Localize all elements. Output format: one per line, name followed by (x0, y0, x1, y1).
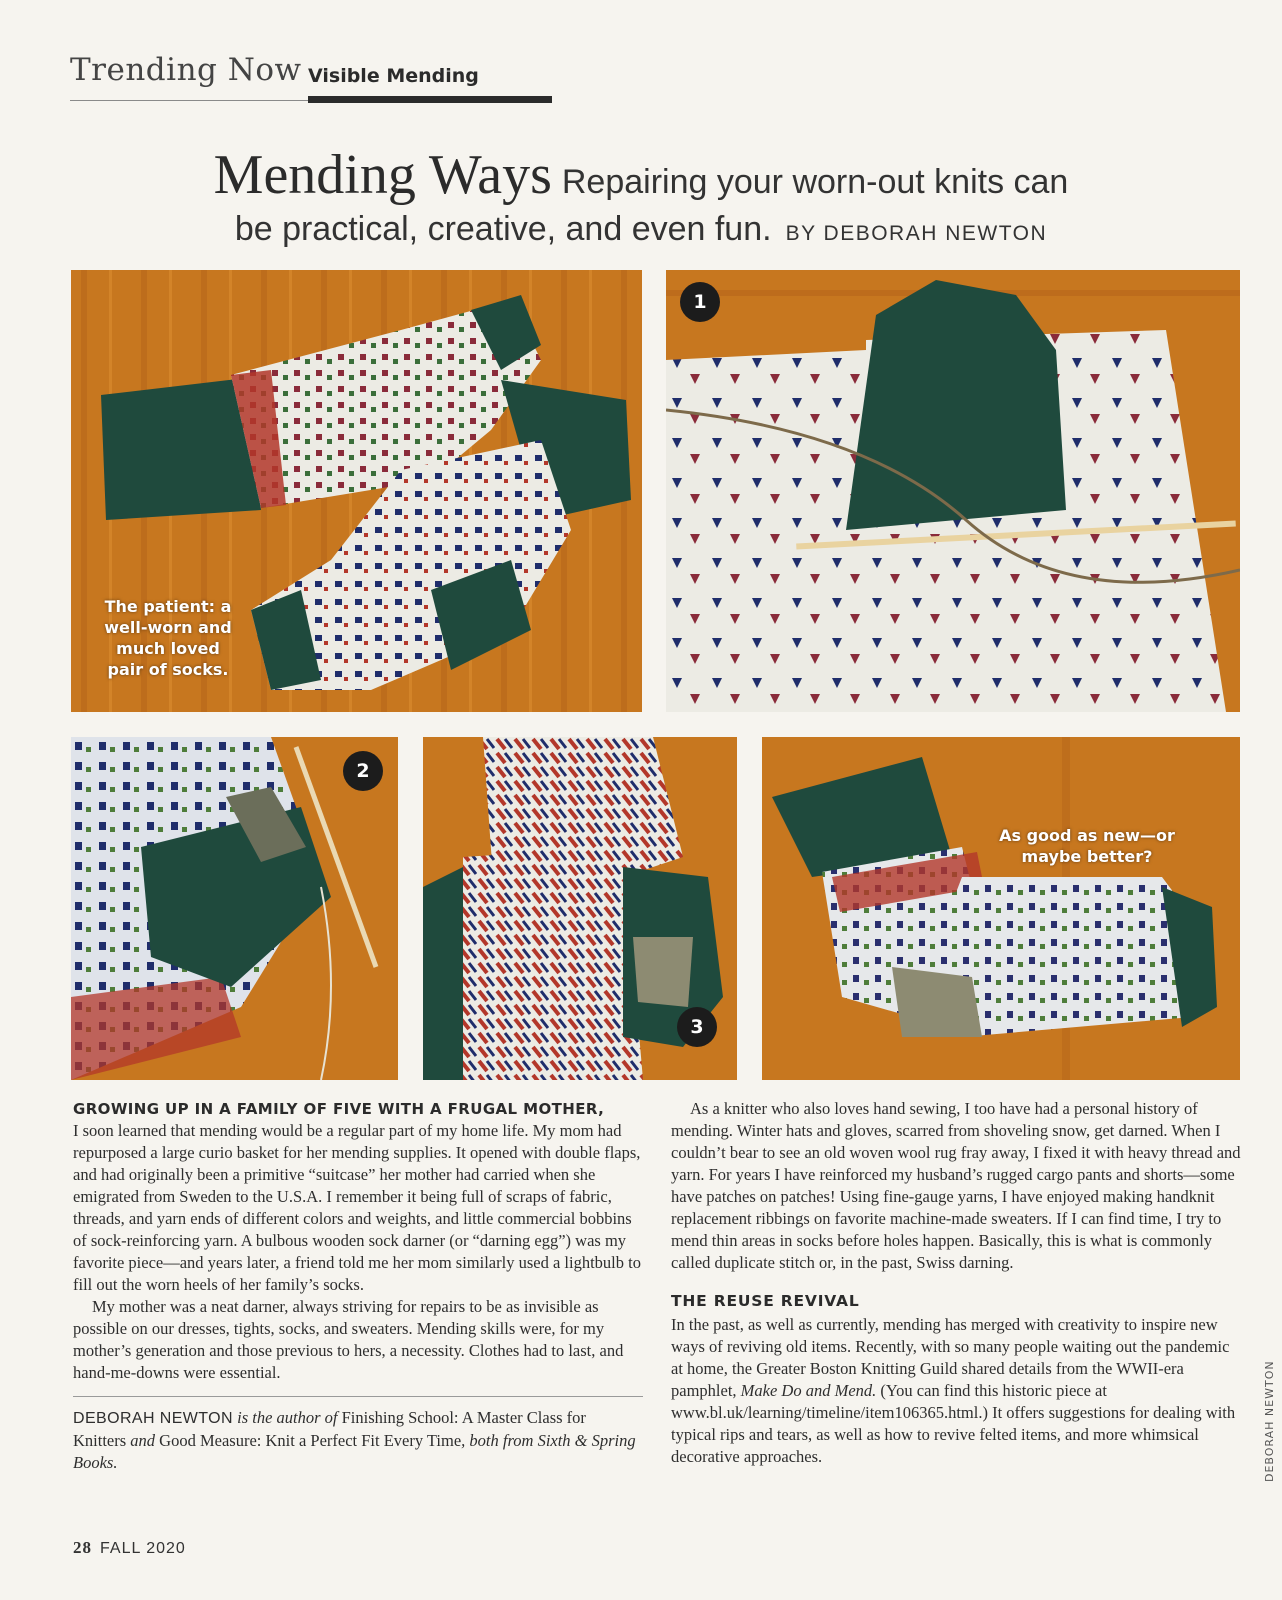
mended-sock-illustration (762, 737, 1240, 1080)
article-deck-line2: be practical, creative, and even fun. (234, 210, 772, 248)
section-rule (70, 100, 308, 101)
step-2-illustration (71, 737, 398, 1080)
section-name: Trending Now (70, 52, 302, 88)
bio-book-1: Finishing School: A Master Class for Knitters (73, 1408, 586, 1450)
step-1-illustration (666, 270, 1240, 712)
step-1-badge: 1 (680, 282, 720, 322)
article-column-left (73, 1098, 643, 1474)
bio-author-name: DEBORAH NEWTON (73, 1410, 233, 1427)
folio (73, 1538, 186, 1558)
article-column-right (671, 1098, 1241, 1468)
paragraph-1: I soon learned that mending would be a regular part of my home life. My mom had repurposed a large curio basket for her mending supplies. It opened with double flaps, and had originally been a primitive “suitcase” her mother had carried when she emigrated from Sweden to the U.S.A. I remember it being full of scraps of fabric, threads, and yarn ends of different colors and weights, and little commercial bobbins of sock-reinforcing yarn. A bulbous wooden sock darner (or “darning egg”) was my favorite piece—and years later, a friend told me her mom similarly used a lightbulb to fill out the worn heels of her family’s socks. (73, 1121, 641, 1294)
photo-step-2 (71, 737, 398, 1080)
section-header (70, 52, 482, 104)
caption-line: As good as new—or (999, 826, 1175, 845)
step-2-badge: 2 (343, 751, 383, 791)
page-number: 28 (73, 1538, 92, 1557)
photo-worn-socks (71, 270, 642, 712)
paragraph-2: My mother was a neat darner, always striving for repairs to be as invisible as possible on our dresses, tights, socks, and sweaters. Mending skills were, for my mother’s generation and those previous to hers, a necessity. Clothes had to last, and hand-me-downs were essential. (73, 1297, 624, 1382)
bio-book-2: Good Measure: Knit a Perfect Fit Every Time (159, 1431, 462, 1450)
paragraph-4-text: In the past, as well as currently, mending has merged with creativity to inspire new ways of reviving old items. Recently, with so many people waiting out the pandemic at home, the Greater Boston Knitting Guild shared details from the WWII-era pamphlet, (671, 1315, 1230, 1400)
article-title: Mending Ways (213, 144, 552, 206)
bio-text: is the author of (232, 1408, 342, 1427)
main-photo-caption (93, 596, 243, 680)
step-3-badge: 3 (677, 1007, 717, 1047)
paragraph-4 (671, 1314, 1241, 1468)
caption-line: pair of socks. (107, 660, 229, 679)
headline-line2 (0, 210, 1282, 249)
photo-credit: DEBORAH NEWTON (1263, 1360, 1276, 1482)
article-deck-line1: Repairing your worn-out knits can (561, 163, 1069, 201)
caption-line: maybe better? (1021, 847, 1153, 866)
bio-divider (73, 1396, 643, 1397)
caption-line: The patient: a (104, 597, 232, 616)
photo-mended-sock (762, 737, 1240, 1080)
photo-step-1 (666, 270, 1240, 712)
section-topic: Visible Mending (308, 65, 479, 87)
photo-step-3 (423, 737, 737, 1080)
mended-photo-caption (987, 825, 1187, 867)
subhead-reuse-revival: THE REUSE REVIVAL (671, 1292, 860, 1310)
article-byline: BY DEBORAH NEWTON (785, 222, 1048, 245)
pamphlet-title: Make Do and Mend. (740, 1381, 877, 1400)
bio-text: , both from Sixth & Spring Books. (73, 1431, 636, 1472)
paragraph-3: As a knitter who also loves hand sewing, I too have had a personal history of mending. Winter hats and gloves, scarred from shoveling snow, get darned. When I couldn’t bear to see an old woven wool rug fray away, I fixed it with heavy thread and yarn. For years I have reinforced my husband’s rugged cargo pants and shorts—some have patches on patches! Using fine-gauge yarns, I have enjoyed making handknit replacement ribbings on favorite machine-made sweaters. If I can find time, I try to mend thin areas in socks before holes happen. Basically, this is what is commonly called duplicate stitch or, in the past, Swiss darning. (671, 1099, 1241, 1272)
author-bio (73, 1407, 643, 1474)
issue-label: FALL 2020 (100, 1540, 186, 1557)
section-bar (308, 96, 552, 103)
caption-line: well-worn and (104, 618, 232, 637)
lead-in: GROWING UP IN A FAMILY OF FIVE WITH A FRUGAL MOTHER, (73, 1100, 605, 1118)
caption-line: much loved (116, 639, 220, 658)
headline (0, 143, 1282, 207)
paragraph-4-text: (You can find this historic piece at www.bl.uk/learning/timeline/item106365.html.) It offers suggestions for dealing with typical rips and tears, as well as how to revive felted items, and more whimsical decorative approaches. (671, 1381, 1236, 1466)
bio-text: and (126, 1431, 160, 1450)
